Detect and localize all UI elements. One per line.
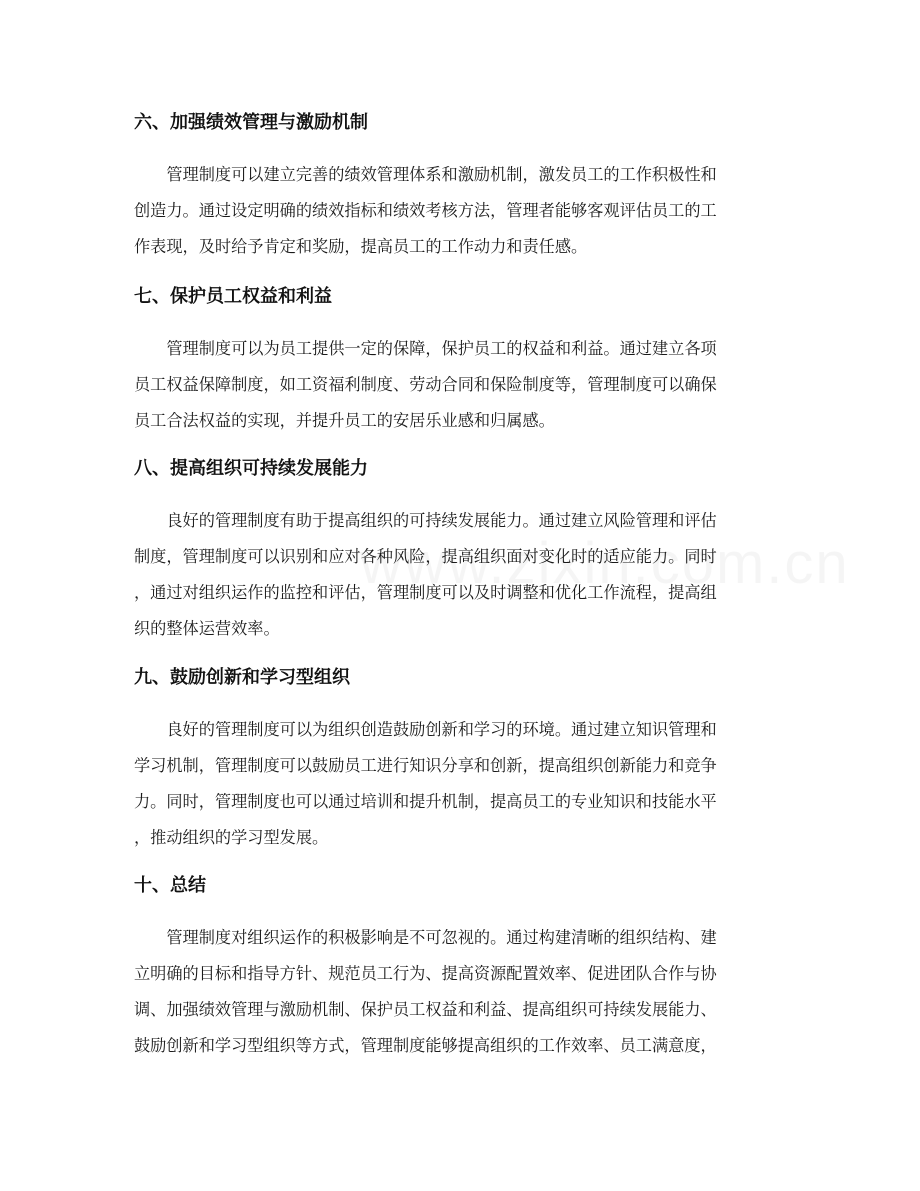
paragraph-line: ，通过对组织运作的监控和评估，管理制度可以及时调整和优化工作流程，提高组 [134, 583, 717, 602]
paragraph-line: 良好的管理制度可以为组织创造鼓励创新和学习的环境。通过建立知识管理和 [134, 720, 717, 739]
paragraph-line: 力。同时，管理制度也可以通过培训和提升机制，提高员工的专业知识和技能水平 [134, 792, 717, 811]
section-6 [134, 111, 794, 265]
section-8 [134, 457, 794, 647]
section-heading: 六、加强绩效管理与激励机制 [134, 112, 368, 133]
section-heading: 十、总结 [134, 875, 206, 896]
paragraph-line: 鼓励创新和学习型组织等方式，管理制度能够提高组织的工作效率、员工满意度， [134, 1036, 717, 1055]
paragraph-line: 员工权益保障制度，如工资福利制度、劳动合同和保险制度等，管理制度可以确保 [134, 375, 717, 394]
section-9 [134, 666, 794, 856]
paragraph-line: 立明确的目标和指导方针、规范员工行为、提高资源配置效率、促进团队合作与协 [134, 964, 717, 983]
section-paragraph [134, 712, 794, 856]
paragraph-line: 创造力。通过设定明确的绩效指标和绩效考核方法，管理者能够客观评估员工的工 [134, 201, 717, 220]
section-7 [134, 285, 794, 439]
section-10 [134, 874, 794, 1064]
paragraph-line: 管理制度对组织运作的积极影响是不可忽视的。通过构建清晰的组织结构、建 [134, 928, 717, 947]
paragraph-line: ，推动组织的学习型发展。 [134, 828, 329, 847]
paragraph-line: 学习机制，管理制度可以鼓励员工进行知识分享和创新，提高组织创新能力和竞争 [134, 756, 717, 775]
section-paragraph [134, 503, 794, 647]
paragraph-line: 织的整体运营效率。 [134, 619, 280, 638]
section-paragraph [134, 157, 794, 265]
section-paragraph [134, 331, 794, 439]
paragraph-line: 调、加强绩效管理与激励机制、保护员工权益和利益、提高组织可持续发展能力、 [134, 1000, 717, 1019]
paragraph-line: 良好的管理制度有助于提高组织的可持续发展能力。通过建立风险管理和评估 [134, 511, 717, 530]
section-heading: 七、保护员工权益和利益 [134, 286, 332, 307]
paragraph-line: 制度，管理制度可以识别和应对各种风险，提高组织面对变化时的适应能力。同时 [134, 547, 717, 566]
paragraph-line: 管理制度可以为员工提供一定的保障，保护员工的权益和利益。通过建立各项 [134, 339, 717, 358]
section-paragraph [134, 920, 794, 1064]
section-heading: 九、鼓励创新和学习型组织 [134, 667, 350, 688]
paragraph-line: 作表现，及时给予肯定和奖励，提高员工的工作动力和责任感。 [134, 237, 588, 256]
paragraph-line: 管理制度可以建立完善的绩效管理体系和激励机制，激发员工的工作积极性和 [134, 165, 717, 184]
section-heading: 八、提高组织可持续发展能力 [134, 458, 368, 479]
paragraph-line: 员工合法权益的实现，并提升员工的安居乐业感和归属感。 [134, 411, 555, 430]
